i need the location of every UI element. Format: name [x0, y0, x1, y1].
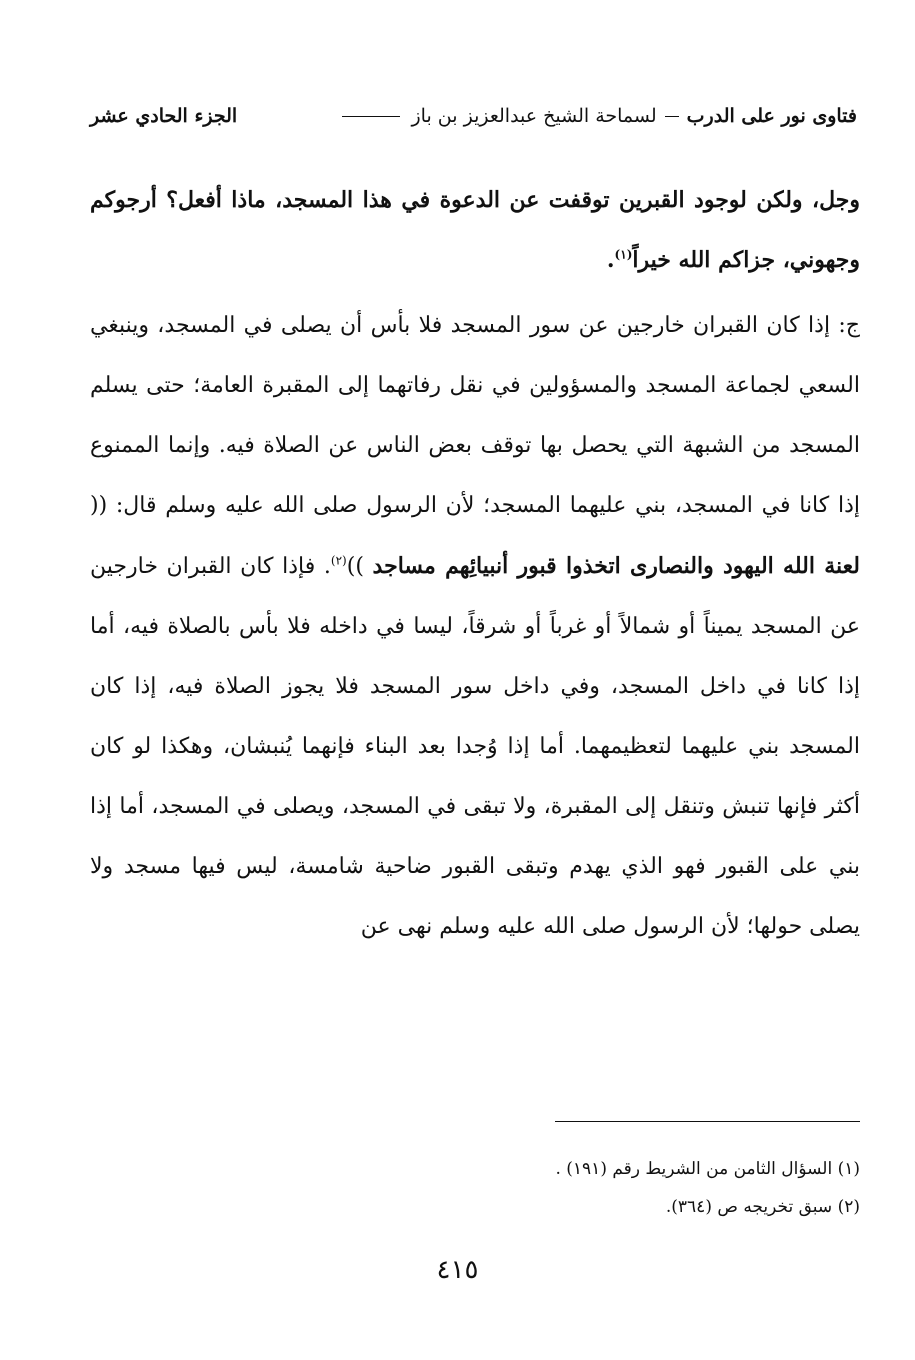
answer-paragraph [90, 296, 860, 957]
page-number: ٤١٥ [436, 1255, 479, 1285]
volume-part: الجزء الحادي عشر [90, 105, 238, 127]
author-credit: لسماحة الشيخ عبدالعزيز بن باز [411, 105, 657, 127]
footnotes [90, 1150, 860, 1226]
footnote-1: (١) السؤال الثامن من الشريط رقم (١٩١) . [555, 1159, 860, 1179]
question-end: . [606, 247, 615, 273]
question-paragraph [90, 170, 860, 290]
footnote-divider [555, 1121, 860, 1122]
book-title: فتاوى نور على الدرب [686, 105, 857, 127]
question-text: وجل، ولكن لوجود القبرين توقفت عن الدعوة في هذا المسجد، ماذا أفعل؟ أرجوكم وجهوني، جزاكم الله خيراً [90, 187, 860, 273]
header-title-group [336, 105, 858, 127]
running-header [90, 96, 857, 136]
footnote-2: (٢) سبق تخريجه ص (٣٦٤). [665, 1197, 860, 1217]
main-text [90, 170, 860, 957]
hadith-close: )) [346, 554, 364, 579]
header-separator [665, 116, 679, 117]
hadith-quote: لعنة الله اليهود والنصارى اتخذوا قبور أنبيائِهم مساجد [372, 553, 860, 579]
answer-part-2: . فإذا كان القبران خارجين عن المسجد يميناً أو شمالاً أو غرباً أو شرقاً، ليسا في داخله فلا بأس بالصلاة فيه، أما إذا كانا في داخل المسجد، وفي داخل سور المسجد فلا يجوز الصلاة فيه، إذا كان المسجد بني عليهما لتعظيمهما. أما إذا وُجدا بعد البناء فإنهما يُنبشان، وهكذا لو كان أكثر فإنها تنبش وتنقل إلى المقبرة، ولا تبقى في المسجد، ويصلى في المسجد، أما إذا بني على القبور فهو الذي يهدم وتبقى القبور ضاحية شامسة، ليس فيها مسجد ولا يصلى حولها؛ لأن الرسول صلى الله عليه وسلم نهى عن [90, 554, 860, 939]
footnote-ref-1: (١) [614, 247, 633, 262]
answer-part-1: ج: إذا كان القبران خارجين عن سور المسجد فلا بأس أن يصلى في المسجد، وينبغي السعي لجماعة المسجد والمسؤولين في نقل رفاتهما إلى المقبرة العامة؛ حتى يسلم المسجد من الشبهة التي يحصل بها توقف بعض الناس عن الصلاة فيه. وإنما الممنوع إذا كانا في المسجد، بني عليهما المسجد؛ لأن الرسول صلى الله عليه وسلم قال: (( [90, 313, 860, 518]
footnote-ref-2: (٢) [330, 553, 347, 568]
header-rule [342, 116, 400, 117]
